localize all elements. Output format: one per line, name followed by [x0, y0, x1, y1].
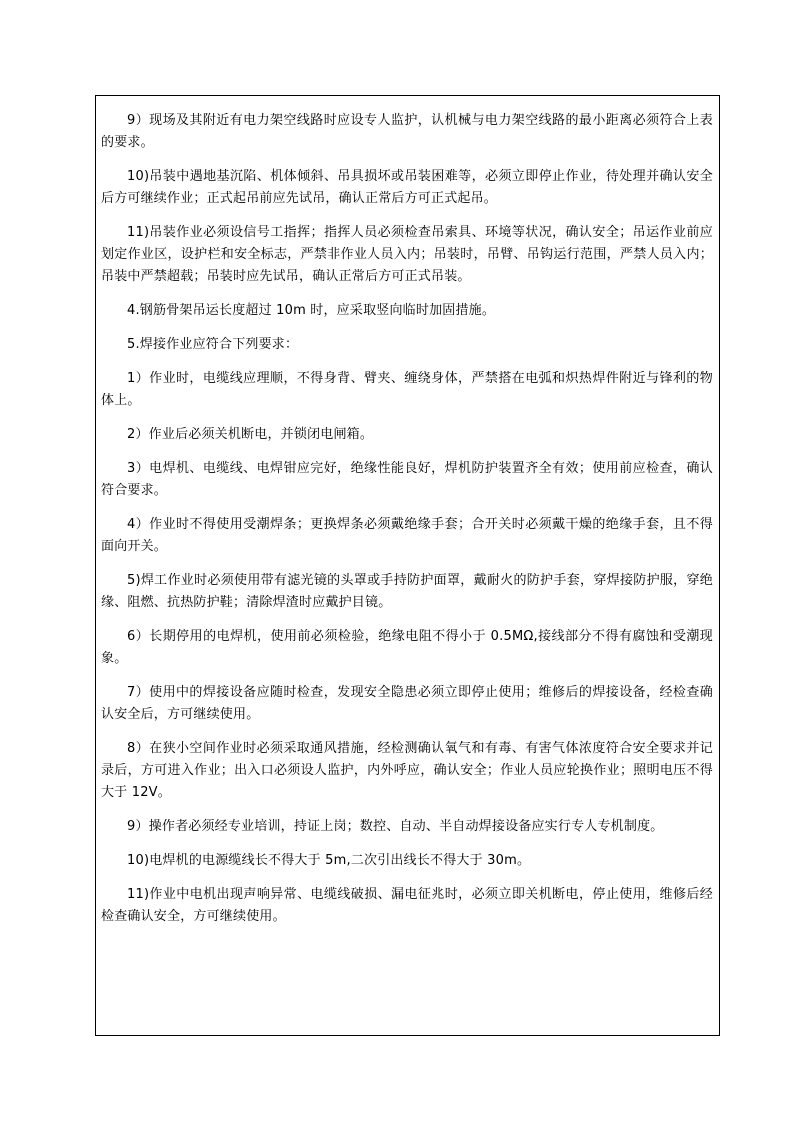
- paragraph-2: 10)吊装中遇地基沉陷、机体倾斜、吊具损坏或吊装困难等，必须立即停止作业，待处理并确认安全后方可继续作业；正式起吊前应先试吊，确认正常后方可正式起吊。: [101, 169, 713, 206]
- paragraph-15: 10)电焊机的电源缆线长不得大于 5m,二次引出线长不得大于 30m。: [127, 853, 531, 868]
- paragraph-1: 9）现场及其附近有电力架空线路时应设专人监护，认机械与电力架空线路的最小距离必须符合上表的要求。: [101, 113, 713, 150]
- paragraph-3: 11)吊装作业必须设信号工指挥；指挥人员必须检查吊索具、环境等状况，确认安全；吊运作业前应划定作业区，设护栏和安全标志，严禁非作业人员入内；吊装时，吊臂、吊钩运行范围，严禁人员入内；吊装中严禁超载；吊装时应先试吊，确认正常后方可正式吊装。: [101, 225, 713, 284]
- paragraph-14: 9）操作者必须经专业培训，持证上岗；数控、自动、半自动焊接设备应实行专人专机制度。: [127, 819, 664, 834]
- paragraph-13: 8）在狭小空间作业时必须采取通风措施，经检测确认氧气和有毒、有害气体浓度符合安全要求并记录后，方可进入作业；出入口必须设人监护，内外呼应，确认安全；作业人员应轮换作业；照明电压不得大于 12V。: [101, 741, 713, 800]
- document-content-box: [95, 95, 720, 1036]
- paragraph-16: 11)作业中电机出现声响异常、电缆线破损、漏电征兆时，必须立即关机断电，停止使用，维修后经检查确认安全，方可继续使用。: [101, 887, 713, 924]
- paragraph-5: 5.焊接作业应符合下列要求：: [127, 337, 299, 352]
- paragraph-4: 4.钢筋骨架吊运长度超过 10m 时，应采取竖向临时加固措施。: [127, 303, 496, 318]
- paragraph-9: 4）作业时不得使用受潮焊条；更换焊条必须戴绝缘手套；合开关时必须戴干燥的绝缘手套，且不得面向开关。: [101, 517, 713, 554]
- paragraph-12: 7）使用中的焊接设备应随时检查，发现安全隐患必须立即停止使用；维修后的焊接设备，经检查确认安全后，方可继续使用。: [101, 685, 713, 722]
- paragraph-8: 3）电焊机、电缆线、电焊钳应完好，绝缘性能良好，焊机防护装置齐全有效；使用前应检查，确认符合要求。: [101, 461, 713, 498]
- paragraph-7: 2）作业后必须关机断电，并锁闭电闸箱。: [127, 427, 374, 442]
- paragraph-6: 1）作业时，电缆线应理顺，不得身背、臂夹、缠绕身体，严禁搭在电弧和炽热焊件附近与锋利的物体上。: [101, 371, 713, 408]
- paragraph-10: 5)焊工作业时必须使用带有滤光镜的头罩或手持防护面罩，戴耐火的防护手套，穿焊接防护服，穿绝缘、阻燃、抗热防护鞋；清除焊渣时应戴护目镜。: [101, 573, 713, 610]
- paragraph-11: 6）长期停用的电焊机，使用前必须检验，绝缘电阻不得小于 0.5MΩ,接线部分不得有腐蚀和受潮现象。: [101, 629, 713, 666]
